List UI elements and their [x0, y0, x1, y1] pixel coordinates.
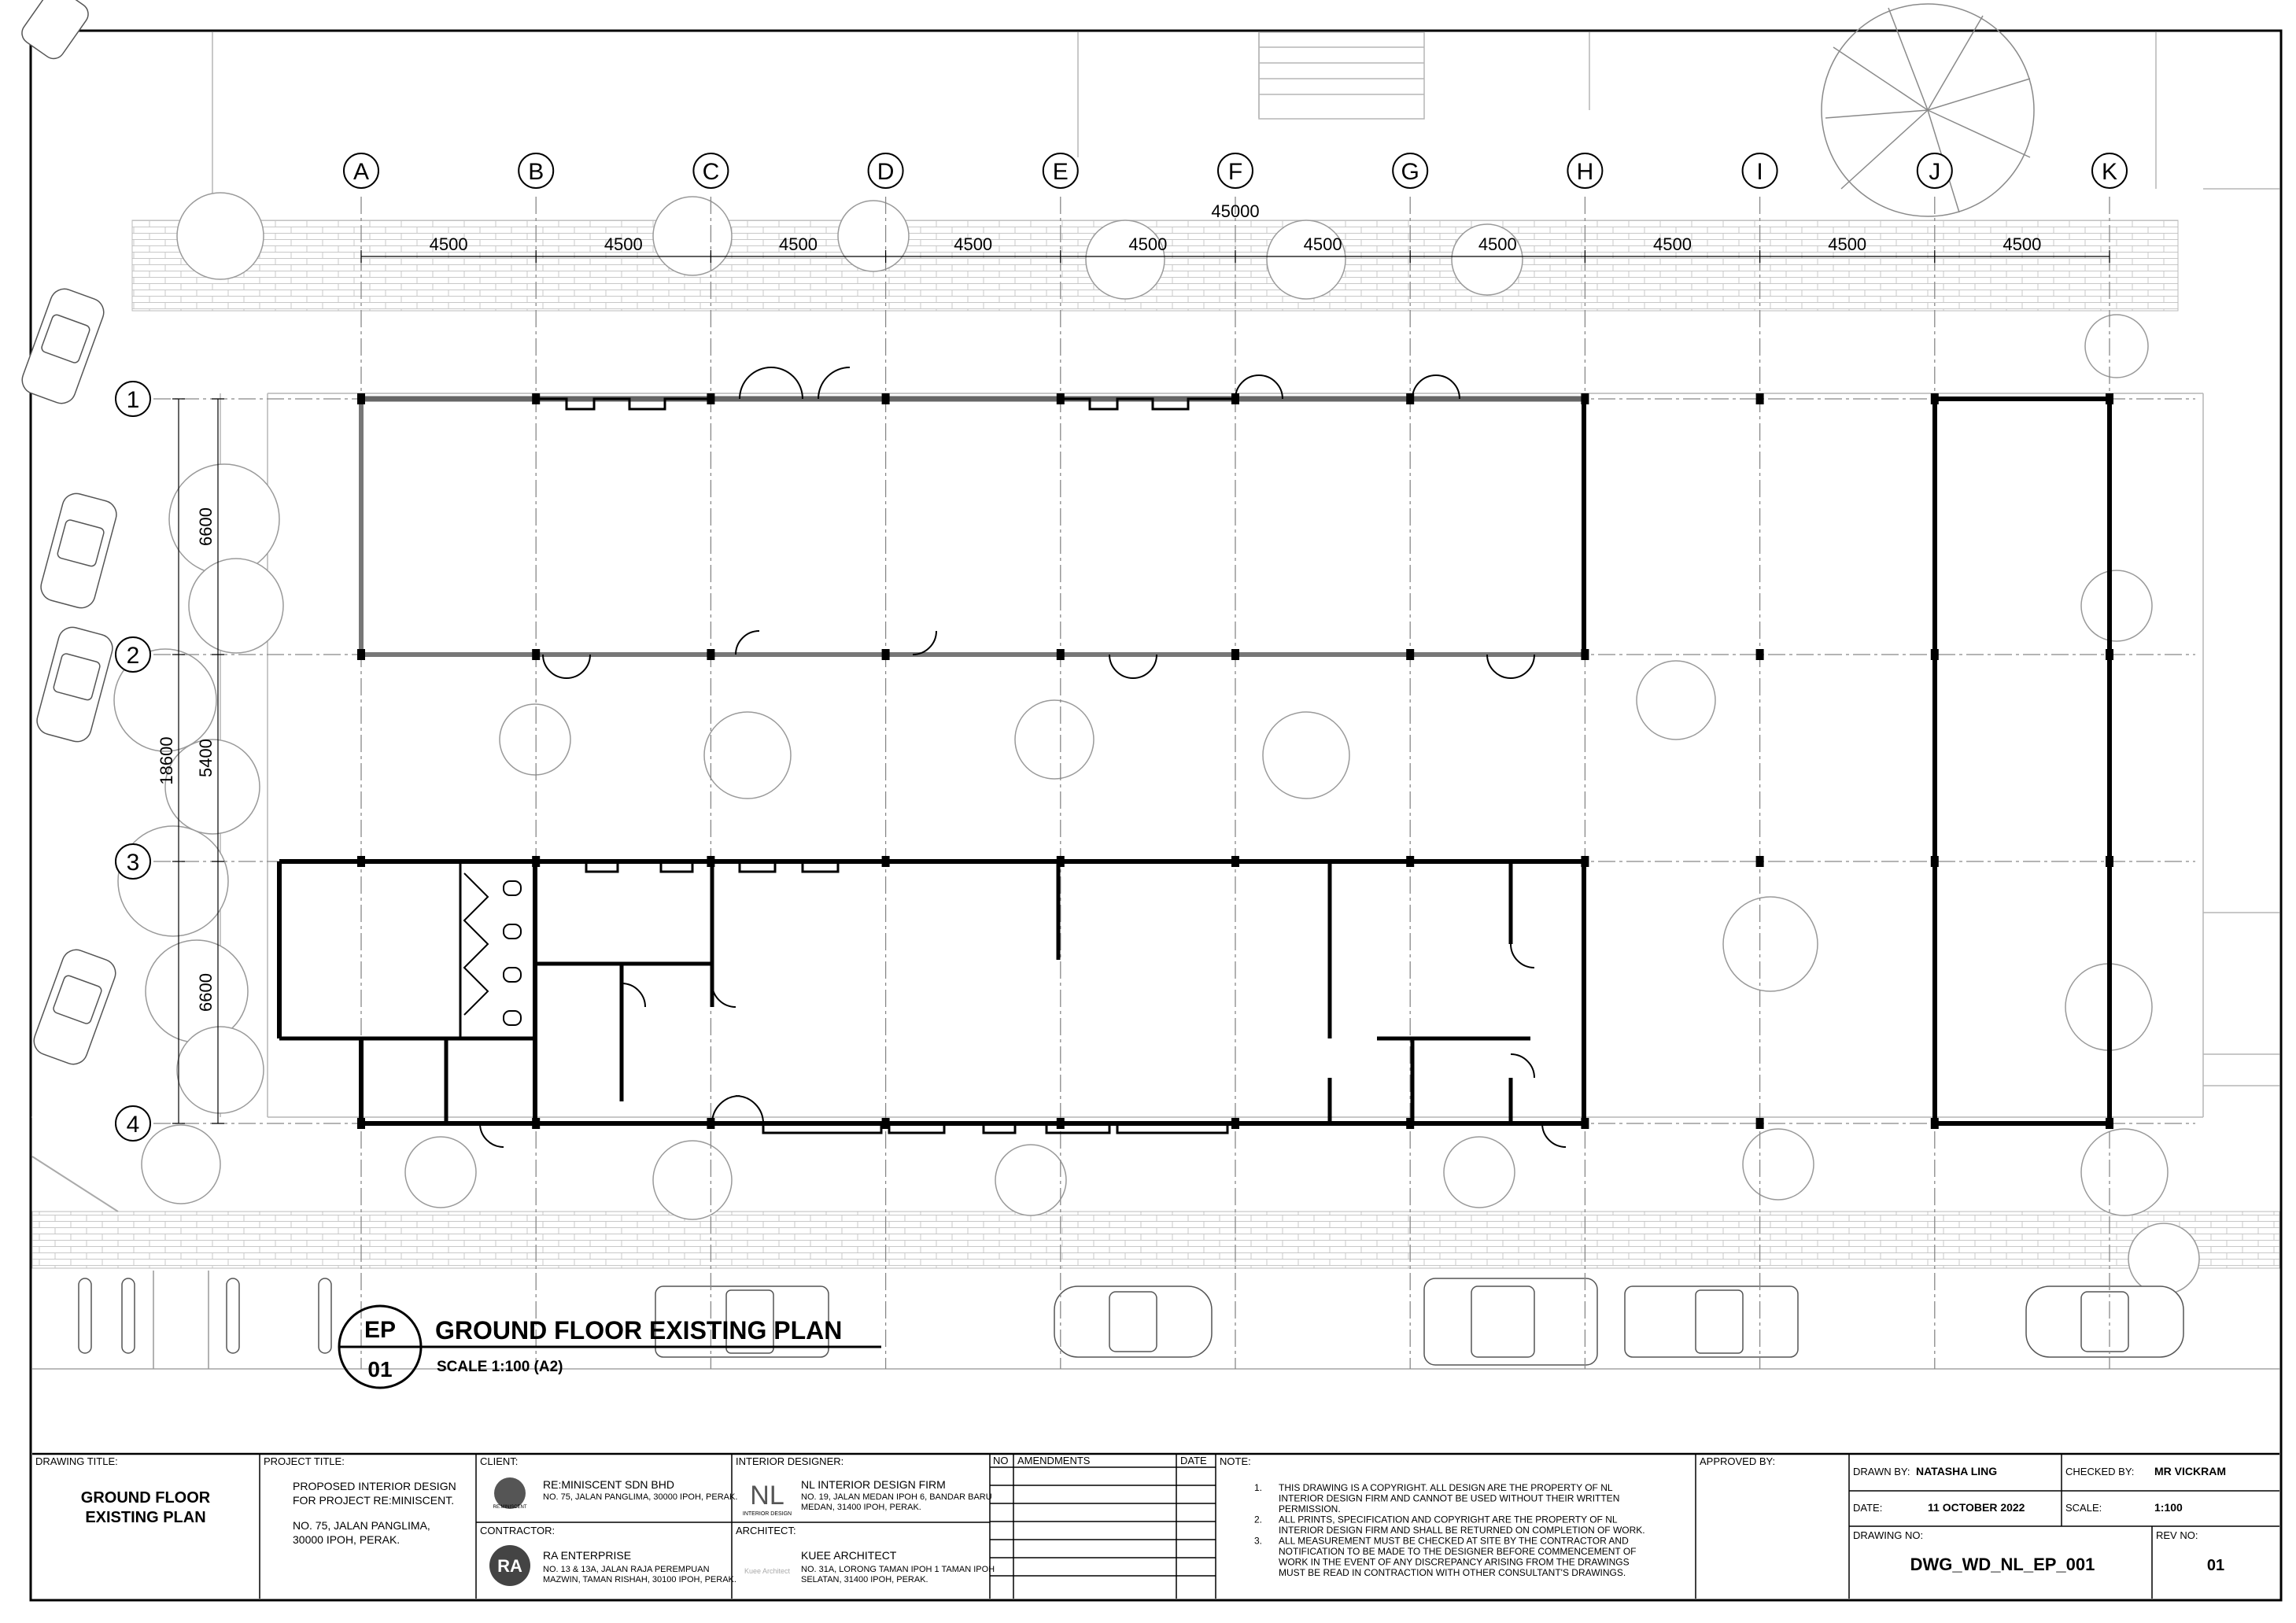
note-line: MUST BE READ IN CONTRACTION WITH OTHER CONSULTANT'S DRAWINGS. — [1279, 1567, 1626, 1578]
architect-name: KUEE ARCHITECT — [801, 1549, 897, 1562]
column-marker — [1406, 1118, 1414, 1129]
column-marker — [1581, 856, 1589, 867]
column-marker — [357, 856, 365, 867]
row-dimension: 6600 — [196, 973, 216, 1012]
column-marker — [2106, 856, 2113, 867]
column-marker — [357, 393, 365, 404]
column-marker — [1756, 393, 1764, 404]
toilets — [464, 873, 521, 1025]
grid-label-c: C — [702, 159, 720, 185]
parking-lines — [153, 1271, 209, 1369]
architect-logo-text: Kuee Architect — [744, 1567, 791, 1575]
drawing-no-label: DRAWING NO: — [1853, 1529, 1924, 1541]
column-marker — [707, 1118, 714, 1129]
column-marker — [1231, 393, 1239, 404]
designer-address2: MEDAN, 31400 IPOH, PERAK. — [801, 1503, 921, 1512]
column-marker — [1581, 649, 1589, 660]
project-title-label: PROJECT TITLE: — [264, 1455, 345, 1467]
column-marker — [2106, 1118, 2113, 1129]
scale-value: 1:100 — [2154, 1501, 2183, 1514]
bay-dimension: 4500 — [779, 234, 818, 254]
designer-label: INTERIOR DESIGNER: — [736, 1455, 844, 1467]
project-line1: PROPOSED INTERIOR DESIGN — [293, 1480, 456, 1492]
trees — [114, 193, 2199, 1294]
architect-address2: SELATAN, 31400 IPOH, PERAK. — [801, 1575, 928, 1584]
contractor-name: RA ENTERPRISE — [543, 1549, 632, 1562]
plan-tag-number: 01 — [367, 1357, 393, 1381]
parked-cars-left — [17, 0, 119, 1068]
designer-logo-text: NL — [750, 1481, 784, 1510]
bay-dimension: 4500 — [1303, 234, 1342, 254]
grid-label-g: G — [1401, 159, 1419, 185]
column-marker — [707, 393, 714, 404]
column-marker — [357, 1118, 365, 1129]
dimension-texts — [157, 201, 2041, 1012]
grid-label-k: K — [2101, 159, 2118, 185]
road-diagonal — [31, 1117, 118, 1212]
date-col-label: DATE — [1180, 1455, 1207, 1466]
scale-label: SCALE: — [2065, 1502, 2102, 1514]
plan-title: GROUND FLOOR EXISTING PLAN — [435, 1316, 843, 1345]
drawn-by-value: NATASHA LING — [1916, 1465, 1998, 1477]
row-dimension: 6600 — [196, 507, 216, 546]
checked-by-value: MR VICKRAM — [2154, 1465, 2226, 1477]
designer-logo-sub: INTERIOR DESIGN — [742, 1511, 792, 1517]
column-marker — [1756, 856, 1764, 867]
column-marker — [1231, 1118, 1239, 1129]
column-marker — [1756, 649, 1764, 660]
bay-dimension: 4500 — [1653, 234, 1692, 254]
column-marker — [882, 856, 890, 867]
note-line: INTERIOR DESIGN FIRM AND SHALL BE RETURNED ON COMPLETION OF WORK. — [1279, 1525, 1645, 1536]
column-marker — [1231, 649, 1239, 660]
checked-by-label: CHECKED BY: — [2065, 1466, 2135, 1477]
column-marker — [1406, 649, 1414, 660]
grid-label-a: A — [353, 159, 370, 185]
bay-dimension: 4500 — [2003, 234, 2042, 254]
column-marker — [532, 393, 540, 404]
amendments-label: AMENDMENTS — [1017, 1455, 1091, 1466]
no-label: NO — [993, 1455, 1009, 1466]
column-marker — [1406, 856, 1414, 867]
rev-no-label: REV NO: — [2156, 1529, 2198, 1541]
column-marker — [357, 649, 365, 660]
contractor-address1: NO. 13 & 13A, JALAN RAJA PEREMPUAN — [543, 1565, 710, 1574]
column-marker — [532, 1118, 540, 1129]
approved-by-label: APPROVED BY: — [1700, 1455, 1776, 1467]
grid-label-1: 1 — [126, 387, 140, 413]
architect-label: ARCHITECT: — [736, 1525, 796, 1536]
column-marker — [1931, 1118, 1939, 1129]
overall-dimension: 45000 — [1211, 201, 1260, 221]
architect-address1: NO. 31A, LORONG TAMAN IPOH 1 TAMAN IPOH — [801, 1565, 995, 1574]
note-line: PERMISSION. — [1279, 1503, 1341, 1514]
note-label: NOTE: — [1220, 1455, 1251, 1467]
grid-label-i: I — [1756, 159, 1763, 185]
drawing-no-value: DWG_WD_NL_EP_001 — [1910, 1555, 2095, 1574]
drawing-title-line2: EXISTING PLAN — [85, 1509, 206, 1526]
grid-label-3: 3 — [126, 850, 140, 876]
grid-label-d: D — [877, 159, 895, 185]
column-marker — [1581, 393, 1589, 404]
grid-label-b: B — [528, 159, 544, 185]
drawing-title-line1: GROUND FLOOR — [80, 1489, 211, 1507]
column-marker — [532, 649, 540, 660]
date-field-label: DATE: — [1853, 1502, 1883, 1514]
contractor-label: CONTRACTOR: — [480, 1525, 556, 1536]
grid-label-j: J — [1929, 159, 1941, 185]
project-line2: FOR PROJECT RE:MINISCENT. — [293, 1494, 455, 1507]
grid-label-e: E — [1052, 159, 1069, 185]
column-marker — [2106, 649, 2113, 660]
row-dimension: 5400 — [196, 739, 216, 777]
column-marker — [1057, 649, 1065, 660]
designer-name: NL INTERIOR DESIGN FIRM — [801, 1478, 946, 1491]
column-marker — [882, 1118, 890, 1129]
drawing-title-label: DRAWING TITLE: — [35, 1455, 118, 1467]
bay-dimension: 4500 — [1828, 234, 1867, 254]
column-marker — [1057, 1118, 1065, 1129]
note-line: WORK IN THE EVENT OF ANY DISCREPANCY ARISING FROM THE DRAWINGS — [1279, 1556, 1630, 1568]
note-number: 3. — [1254, 1535, 1263, 1547]
column-marker — [707, 856, 714, 867]
note-line: ALL MEASUREMENT MUST BE CHECKED AT SITE BY THE CONTRACTOR AND — [1279, 1535, 1629, 1547]
column-marker — [1756, 1118, 1764, 1129]
note-number: 2. — [1254, 1514, 1263, 1525]
bay-dimension: 4500 — [954, 234, 993, 254]
column-marker — [1057, 856, 1065, 867]
column-marker — [1231, 856, 1239, 867]
rev-no-value: 01 — [2206, 1557, 2225, 1574]
bay-dimension: 4500 — [1478, 234, 1517, 254]
column-marker — [1931, 856, 1939, 867]
grid-label-2: 2 — [126, 643, 140, 669]
client-logo — [493, 1477, 526, 1510]
dimension-lines — [172, 250, 2110, 1123]
note-line: NOTIFICATION TO BE MADE TO THE DESIGNER BEFORE COMMENCEMENT OF — [1279, 1546, 1637, 1557]
client-label: CLIENT: — [480, 1455, 519, 1467]
column-marker — [1406, 393, 1414, 404]
column-marker — [707, 649, 714, 660]
site-context — [212, 32, 2279, 1117]
title-block-text — [35, 1455, 2226, 1586]
contractor-address2: MAZWIN, TAMAN RISHAH, 30100 IPOH, PERAK. — [543, 1575, 736, 1584]
motorcycles — [79, 1278, 331, 1353]
column-marker — [1057, 393, 1065, 404]
drawn-by-label: DRAWN BY: — [1853, 1466, 1910, 1477]
bay-dimension: 4500 — [1128, 234, 1168, 254]
column-marker — [1931, 649, 1939, 660]
overall-row-dimension: 18600 — [157, 736, 176, 785]
client-name: RE:MINISCENT SDN BHD — [543, 1478, 674, 1491]
parked-cars-bottom — [655, 1278, 2183, 1365]
project-line3: NO. 75, JALAN PANGLIMA, — [293, 1519, 430, 1532]
plan-scale: SCALE 1:100 (A2) — [437, 1359, 563, 1375]
column-marker — [882, 393, 890, 404]
bay-dimension: 4500 — [604, 234, 643, 254]
client-logo-text: RE:MINISCENT — [493, 1505, 527, 1510]
note-number: 1. — [1254, 1482, 1263, 1493]
grid-label-f: F — [1227, 159, 1243, 185]
column-marker — [882, 649, 890, 660]
designer-address1: NO. 19, JALAN MEDAN IPOH 6, BANDAR BARU — [801, 1492, 992, 1502]
notes-list — [1254, 1482, 1645, 1578]
grid-label-4: 4 — [126, 1112, 140, 1138]
column-marker — [2106, 393, 2113, 404]
plan-title-block — [339, 1306, 881, 1388]
client-address: NO. 75, JALAN PANGLIMA, 30000 IPOH, PERAK. — [543, 1492, 738, 1502]
grid-label-h: H — [1576, 159, 1594, 185]
column-marker — [532, 856, 540, 867]
column-marker — [1931, 393, 1939, 404]
note-line: THIS DRAWING IS A COPYRIGHT. ALL DESIGN ARE THE PROPERTY OF NL — [1279, 1482, 1613, 1493]
note-line: INTERIOR DESIGN FIRM AND CANNOT BE USED WITHOUT THEIR WRITTEN — [1279, 1492, 1620, 1504]
column-marker — [1581, 1118, 1589, 1129]
project-line4: 30000 IPOH, PERAK. — [293, 1533, 401, 1546]
paving-bottom — [32, 1212, 2279, 1268]
plan-tag-code: EP — [364, 1317, 397, 1343]
note-line: ALL PRINTS, SPECIFICATION AND COPYRIGHT ARE THE PROPERTY OF NL — [1279, 1514, 1618, 1525]
contractor-logo-text: RA — [497, 1556, 522, 1576]
date-value: 11 OCTOBER 2022 — [1928, 1501, 2025, 1514]
bay-dimension: 4500 — [429, 234, 468, 254]
